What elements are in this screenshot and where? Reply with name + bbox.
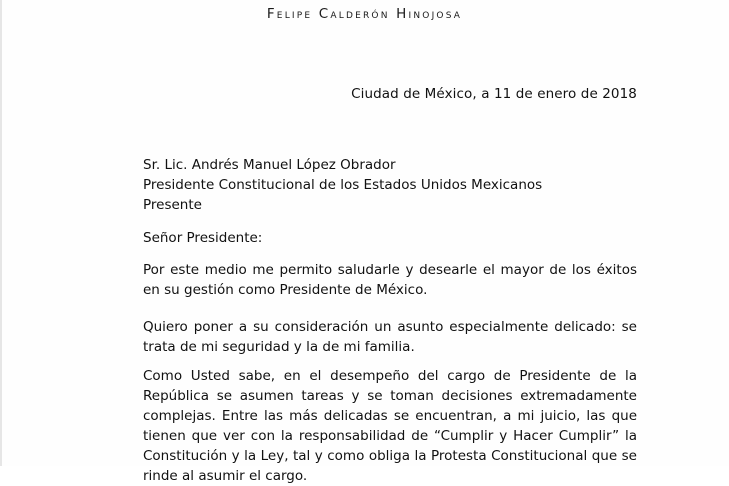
recipient-presente: Presente [143, 197, 202, 213]
body-paragraph: Quiero poner a su consideración un asunto especialmente delicado: se trata de mi seguridad y la de mi familia. [143, 319, 637, 355]
page-edge [0, 0, 2, 466]
recipient-name: Sr. Lic. Andrés Manuel López Obrador [143, 157, 396, 173]
salutation: Señor Presidente: [143, 230, 263, 246]
recipient-block [143, 155, 542, 215]
letterhead-name: Felipe Calderón Hinojosa [266, 6, 463, 22]
date-line: Ciudad de México, a 11 de enero de 2018 [351, 86, 637, 102]
body-paragraph: Por este medio me permito saludarle y desearle el mayor de los éxitos en su gestión como Presidente de México. [143, 262, 637, 298]
recipient-title: Presidente Constitucional de los Estados Unidos Mexicanos [143, 177, 543, 193]
body-paragraph: Como Usted sabe, en el desempeño del cargo de Presidente de la República se asumen tareas y se toman decisiones extremadamente complejas. Entre las más delicadas se encuentran, a mi juicio, las que tienen que ver con la responsabilidad de “Cumplir y Hacer Cumplir” la Constitución y la Ley, tal y como obliga la Protesta Constitucional que se rinde al asumir el cargo. [143, 368, 637, 484]
